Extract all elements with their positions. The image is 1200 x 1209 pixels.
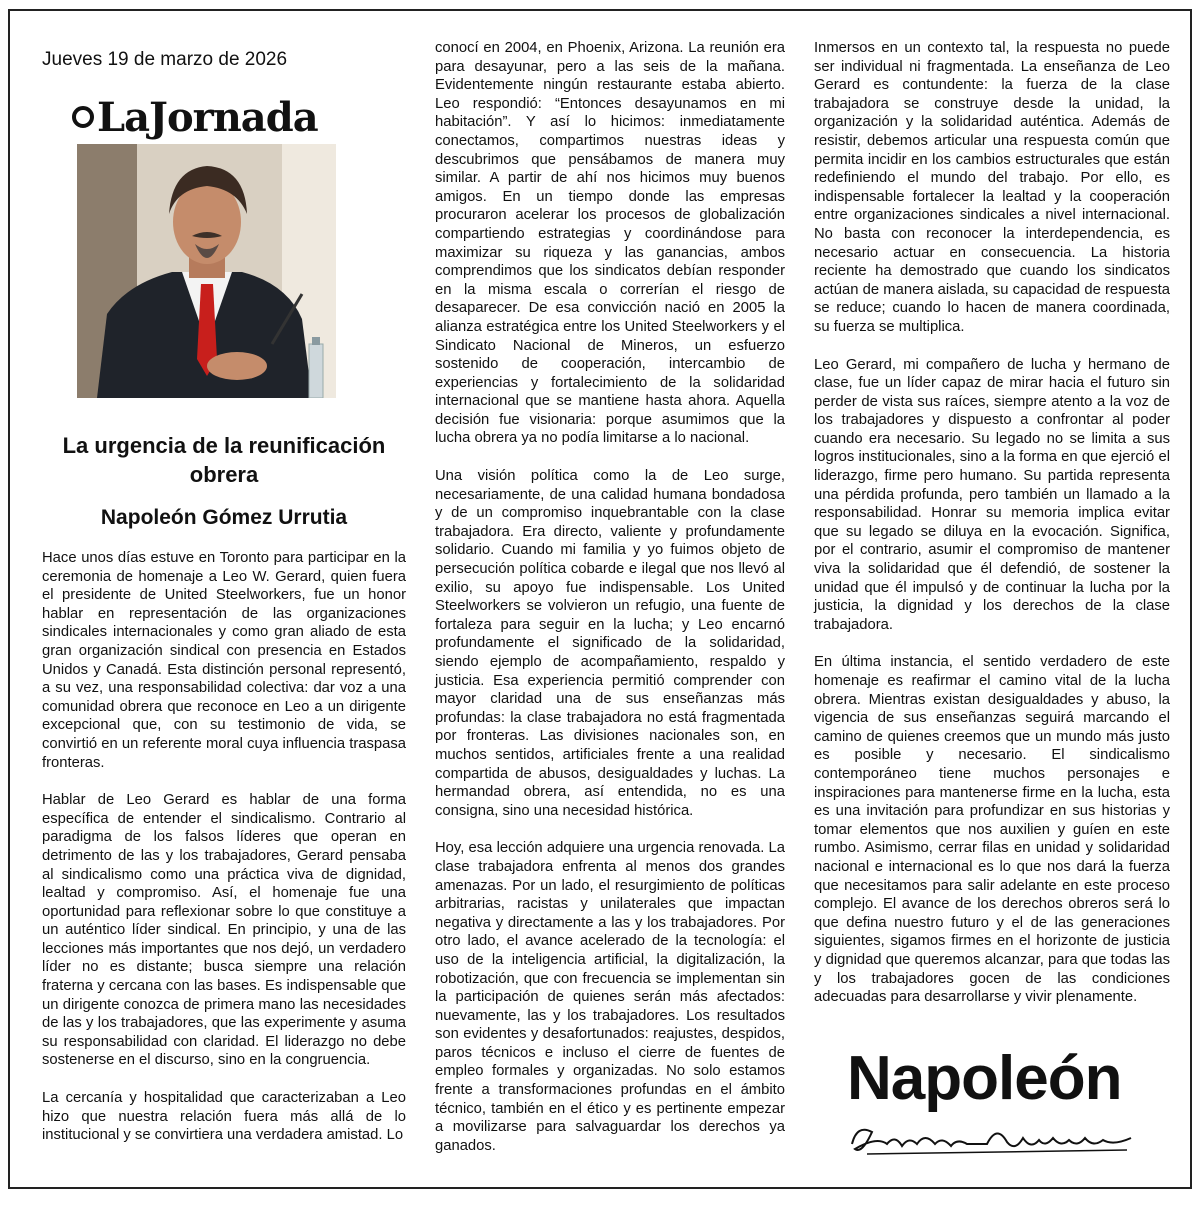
paragraph: Hablar de Leo Gerard es hablar de una forma específica de entender el sindicalismo. Contrario al paradigma de los falsos líderes que operan en detrimento de las y los trabajadores, Gerard pensaba al sindicalismo como una práctica viva de dignidad, lealtad y compromiso. Así, el homenaje fue una oportunidad para reflexionar sobre lo que constituye a un auténtico líder sindical. En principio, y una de las lecciones más importantes que nos dejó, un verdadero líder no es distante; busca siempre una relación fraterna y cercana con las bases. Es indispensable que un dirigente conozca de primera mano las necesidades de las y los trabajadores, que las experimente y asuma su responsabilidad con claridad. El liderazgo no debe sostenerse en el discurso, sino en la congruencia.: [42, 792, 406, 1069]
water-bottle: [309, 344, 323, 398]
newspaper-logo: [72, 95, 318, 139]
text-column-1: [42, 549, 406, 1164]
author-photo: [77, 144, 336, 398]
paragraph: Hoy, esa lección adquiere una urgencia renovada. La clase trabajadora enfrenta al menos dos grandes amenazas. Por un lado, el resurgimiento de políticas arbitrarias, racistas y unilaterales que impactan negativa y directamente a las y los trabajadores. Por otro lado, el avance acelerado de la tecnología: el uso de la inteligencia artificial, la digitalización, la robotización, que con frecuencia se implementan sin la participación de quienes serán más afectados: nuevamente, las y los trabajadores. Los resultados son evidentes y desafortunados: reajustes, despidos, paros técnicos e incluso el cierre de fuentes de empleo formales y organizadas. No solo estamos frente a transformaciones profundas en el ámbito técnico, también en el ético y es pertinente empezar a movilizarse para salvaguardar los derechos ya ganados.: [435, 840, 785, 1154]
signature-name: Napoleón: [847, 1044, 1122, 1113]
article-author: Napoleón Gómez Urrutia: [100, 506, 348, 529]
bottle-cap: [312, 337, 320, 345]
sun-circle-icon: [72, 106, 94, 128]
paragraph: La cercanía y hospitalidad que caracterizaban a Leo hizo que nuestra relación fuera más allá de lo institucional y se convirtiera una verdadera amistad. Lo: [42, 1090, 406, 1144]
paragraph: Una visión política como la de Leo surge, necesariamente, de una calidad humana bondadosa y de un compromiso inquebrantable con la clase trabajadora. Era directo, valiente y profundamente solidario. Cuando mi familia y yo fuimos objeto de persecución política cobarde e ilegal que nos llevó al exilio, su apoyo fue indispensable. Los United Steelworkers se volvieron un refugio, una fuente de fortaleza para seguir en la lucha; y Leo encarnó profundamente el significado de la solidaridad, siendo ejemplo de acompañamiento, respaldo y justicia. Esa experiencia permitió comprender con mayor claridad una de sus enseñanzas más profundas: la clase trabajadora no está fragmentada por fronteras. Las divisiones nacionales son, en muchos sentidos, artificiales frente a una realidad compartida de abusos, desigualdades y luchas. La hermandad obrera, así entendida, no es una consigna, sino una necesidad histórica.: [435, 468, 785, 819]
publication-date: Jueves 19 de marzo de 2026: [42, 49, 288, 70]
logo-text: LaJornada: [97, 93, 318, 141]
paragraph: Hace unos días estuve en Toronto para participar en la ceremonia de homenaje a Leo W. Gerard, quien fuera el presidente de United Steelworkers, fue un honor hablar en representación de las organizaciones sindicales internacionales y como gran aliado de esta gran organización sindical con presencia en Estados Unidos y Canadá. Esta distinción personal representó, a su vez, una responsabilidad colectiva: dar voz a una comunidad obrera que reconoce en Leo a un dirigente excepcional que, con su testimonio de vida, se convirtió en un referente moral cuya influencia traspasa fronteras.: [42, 550, 406, 771]
text-column-2: [435, 39, 785, 1174]
author-signature: [847, 1044, 1147, 1164]
text-column-3: [814, 39, 1170, 1026]
hands: [207, 352, 267, 380]
signature-handwriting: [847, 1114, 1137, 1164]
article-headline: La urgencia de la reunificación obrera: [62, 433, 386, 487]
paragraph: En última instancia, el sentido verdadero de este homenaje es reafirmar el camino vital de la lucha obrera. Mientras existan desigualdades y abuso, la vigencia de sus enseñanzas seguirá marcando el camino de quienes creemos que un mundo más justo es posible y necesario. El sindicalismo contemporáneo tiene muchos personajes e inspiraciones para mantenerse firme en la lucha, esta es una invitación para profundizar en sus historias y tomar elementos que nos auxilien y guíen en este rumbo. Asimismo, cerrar filas en unidad y solidaridad nacional e internacional es lo que nos dará la fuerza que necesitamos para salir adelante en este proceso complejo. El avance de los derechos obreros será lo que defina nuestro futuro y el de las generaciones siguientes, sigamos firmes en el horizonte de justicia y dignidad que queremos alcanzar, para que todas las y los trabajadores gocen de las condiciones adecuadas para desarrollarse y vivir plenamente.: [814, 654, 1170, 1006]
article-page: [8, 9, 1192, 1189]
paragraph: conocí en 2004, en Phoenix, Arizona. La reunión era para desayunar, pero a las seis de la mañana. Evidentemente ningún restaurante estaba abierto. Leo respondió: “Entonces desayunamos en mi habitación”. Y así lo hicimos: inmediatamente conectamos, compartimos nuestras ideas y descubrimos que pensábamos de manera muy similar. A partir de ahí nos hicimos muy buenos amigos. En un tiempo donde las empresas procuraron acelerar los procesos de globalización compartiendo estrategias y coordinándose para maximizar su riqueza y las ganancias, ambos comprendimos que los sindicatos debían responder en la misma escala o correrían el riesgo de desaparecer. De esa convicción nació en 2005 la alianza estratégica entre los United Steelworkers y el Sindicato Nacional de Mineros, un esfuerzo sostenido de cooperación, intercambio de experiencias y fortalecimiento de la solidaridad internacional que se mantiene hasta ahora. Aquella decisión fue visionaria: porque asumimos que la lucha obrera ya no podía limitarse a lo nacional.: [435, 40, 785, 447]
paragraph: Leo Gerard, mi compañero de lucha y hermano de clase, fue un líder capaz de mirar hacia el futuro sin perder de vista sus raíces, siempre atento a la voz de los trabajadores y dispuesto a confrontar al poder cuando era necesario. Su legado no se limita a sus logros institucionales, sino a la forma en que ejerció el liderazgo, firme pero humano. Su partida representa una pérdida profunda, pero también un llamado a la responsabilidad. Honrar su memoria implica evitar que su legado se diluya en la evocación. Significa, por el contrario, asumir el compromiso de mantener viva la solidaridad que él defendió, de sostener la unidad que él impulsó y de continuar la lucha por la justicia, la dignidad y los derechos de la clase trabajadora.: [814, 356, 1170, 633]
paragraph: Inmersos en un contexto tal, la respuesta no puede ser individual ni fragmentada. La enseñanza de Leo Gerard es contundente: la fuerza de la clase trabajadora se construye desde la unidad, la organización y la solidaridad auténtica. Además de resistir, debemos articular una respuesta común que permita incidir en los cambios estructurales que están redefiniendo el mundo del trabajo. Por ello, es indispensable fortalecer la lealtad y la cooperación entre organizaciones sindicales a nivel internacional. No basta con reconocer la interdependencia, es necesario actuar en consecuencia. La historia reciente ha demostrado que cuando los sindicatos actúan de manera aislada, su capacidad de respuesta se reduce; cuando lo hacen de manera coordinada, su fuerza se multiplica.: [814, 40, 1170, 335]
